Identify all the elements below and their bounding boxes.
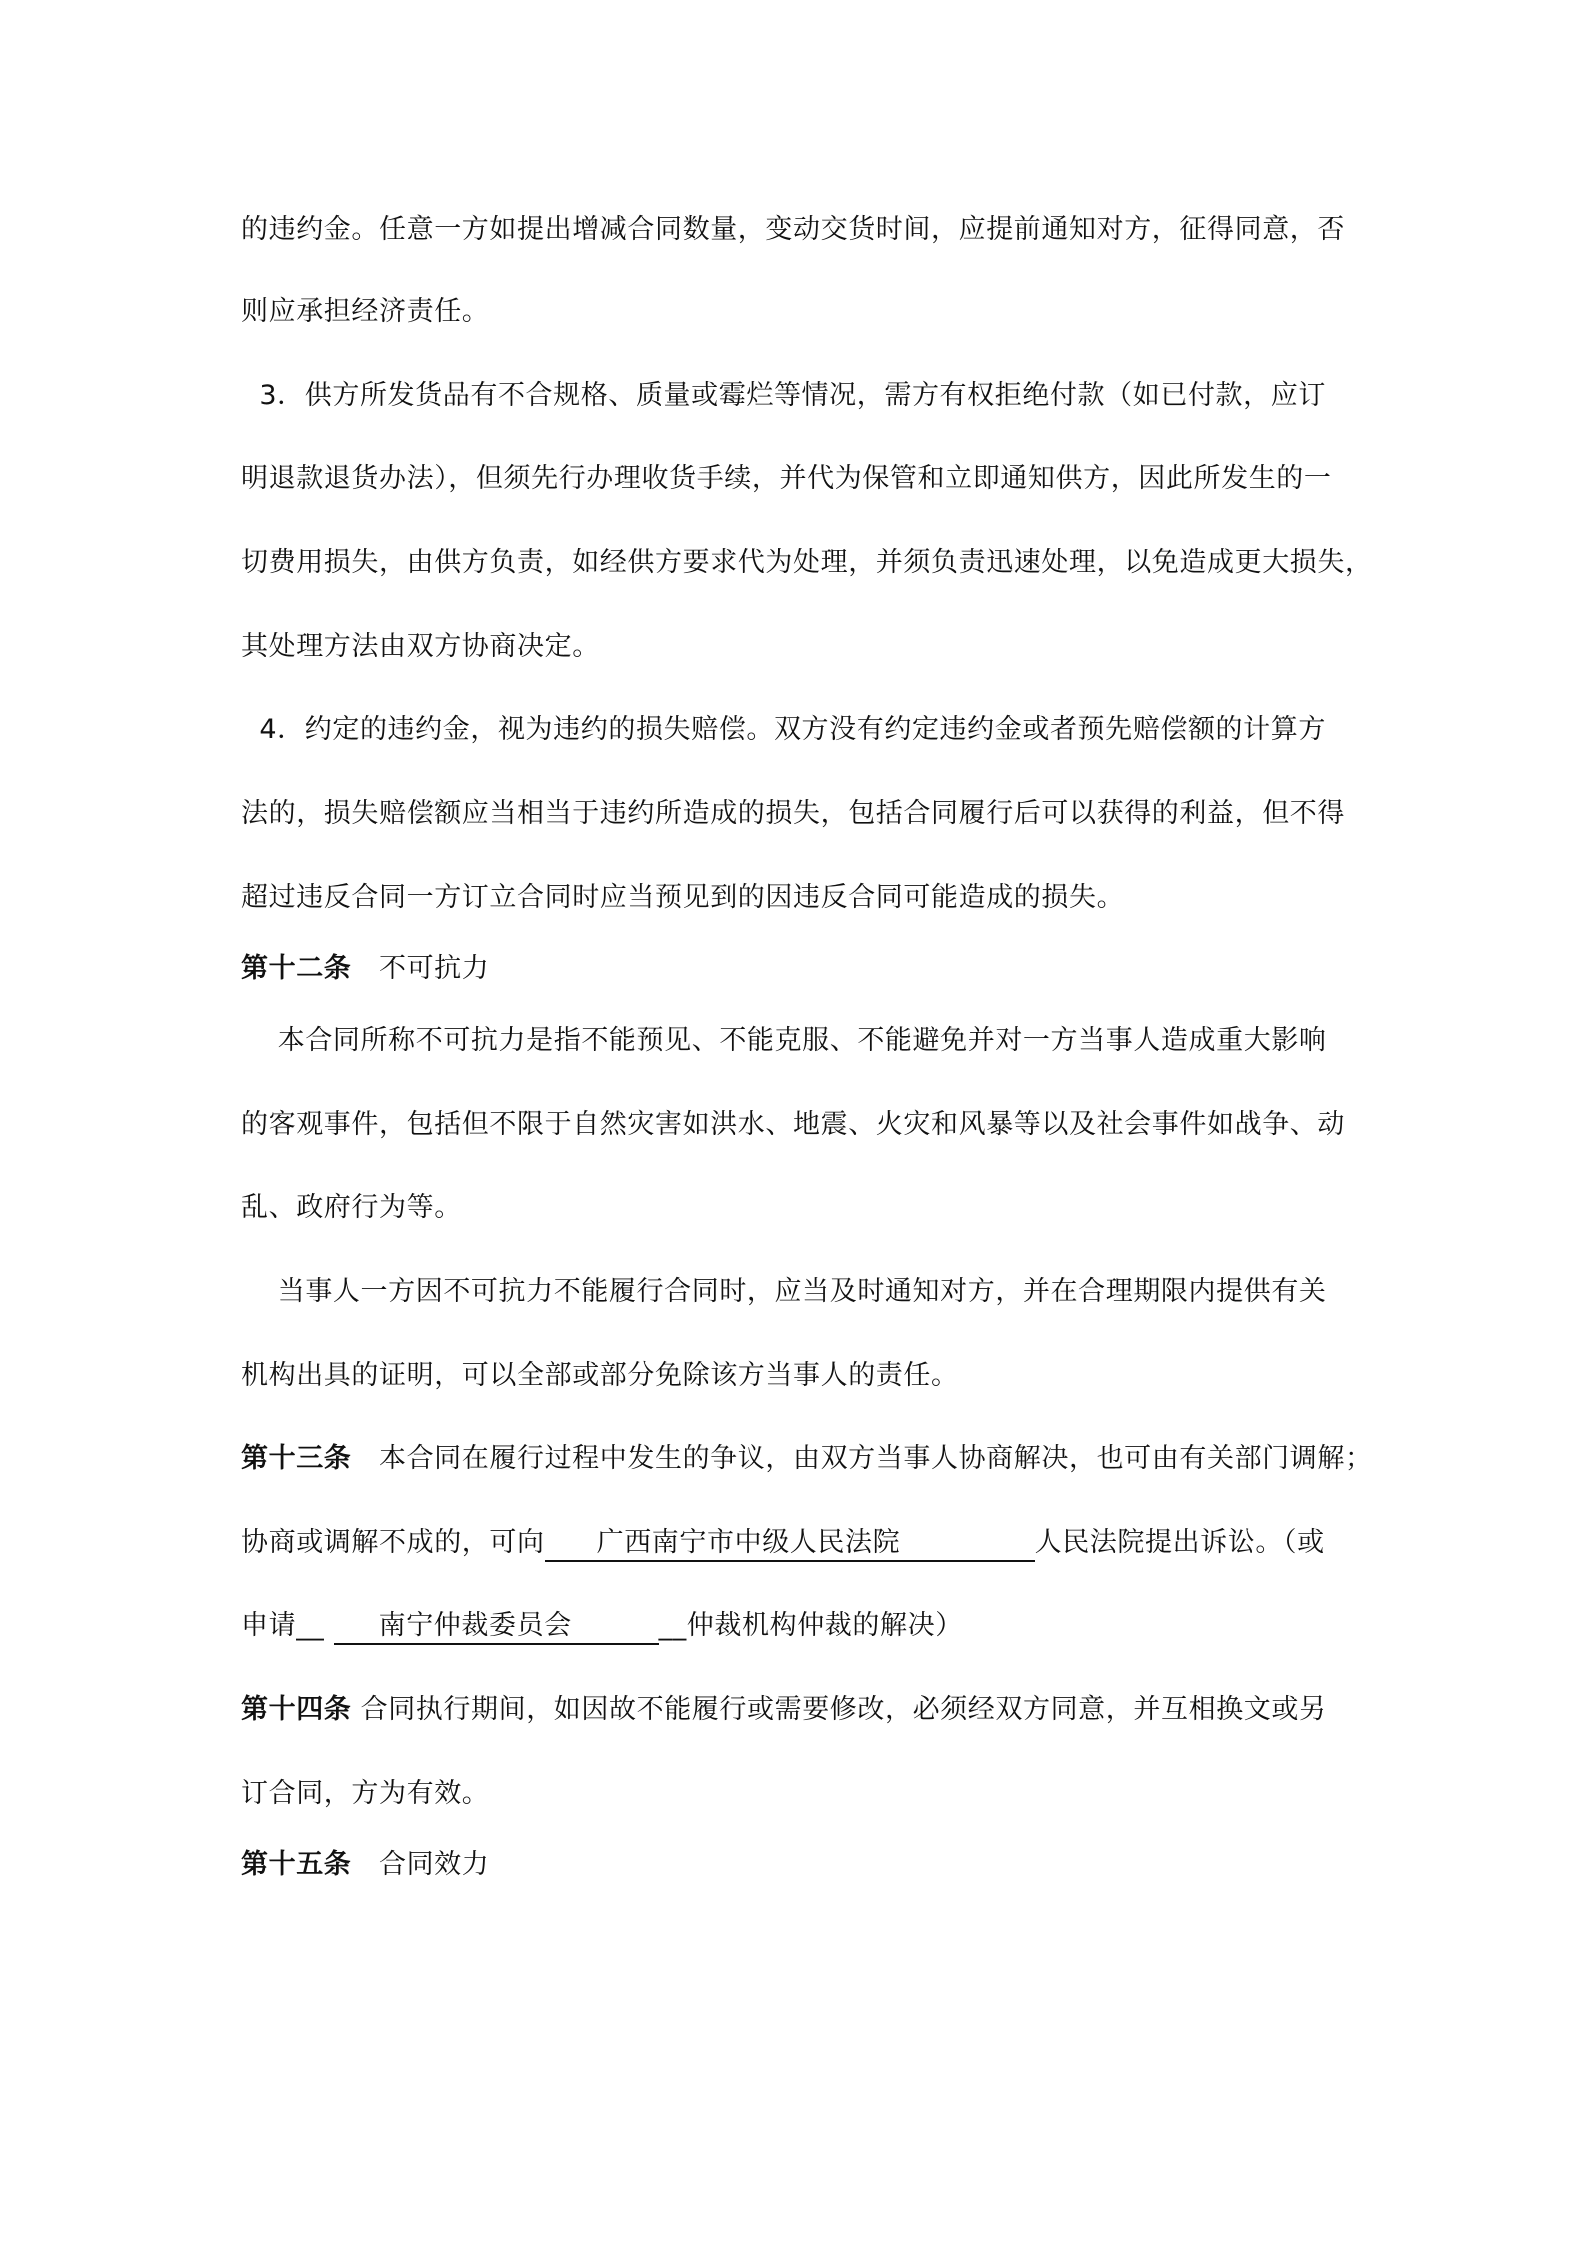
paragraph-line: 明退款退货办法），但须先行办理收货手续，并代为保管和立即通知供方，因此所发生的一	[241, 463, 1332, 494]
court-field: 广西南宁市中级人民法院	[545, 1529, 1035, 1562]
article-13-text: 本合同在履行过程中发生的争议，由双方当事人协商解决，也可由有关部门调解；	[378, 1443, 1373, 1474]
arbitration-line-suffix: __仲裁机构仲裁的解决）	[658, 1610, 963, 1641]
paragraph-line: 则应承担经济责任。	[241, 296, 490, 327]
paragraph-line: 的客观事件，包括但不限于自然灾害如洪水、地震、火灾和风暴等以及社会事件如战争、动	[241, 1109, 1345, 1140]
court-line-prefix: 协商或调解不成的，可向	[241, 1527, 545, 1558]
paragraph-line: 订合同，方为有效。	[241, 1778, 490, 1809]
paragraph-line: 本合同所称不可抗力是指不能预见、不能克服、不能避免并对一方当事人造成重大影响	[241, 1025, 1327, 1056]
court-line-suffix: 人民法院提出诉讼。（或	[1034, 1527, 1325, 1558]
paragraph-line: 当事人一方因不可抗力不能履行合同时，应当及时通知对方，并在合理期限内提供有关	[241, 1276, 1327, 1307]
article-13-line	[241, 1445, 1373, 1472]
clause-3-line: 3．供方所发货品有不合规格、质量或霉烂等情况，需方有权拒绝付款（如已付款，应订	[241, 380, 1326, 411]
arbitration-field: 南宁仲裁委员会	[334, 1612, 659, 1645]
paragraph-line: 的违约金。任意一方如提出增减合同数量，变动交货时间，应提前通知对方，征得同意，否	[241, 214, 1345, 245]
article-14-label: 第十四条	[241, 1694, 352, 1725]
paragraph-line: 其处理方法由双方协商决定。	[241, 631, 600, 662]
paragraph-line: 机构出具的证明，可以全部或部分免除该方当事人的责任。	[241, 1360, 959, 1391]
article-13-label: 第十三条	[241, 1443, 352, 1474]
paragraph-line: 法的，损失赔偿额应当相当于违约所造成的损失，包括合同履行后可以获得的利益，但不得	[241, 798, 1345, 829]
article-12-title: 不可抗力	[378, 953, 490, 984]
article-12-heading	[241, 955, 489, 982]
article-14-line	[241, 1696, 1327, 1723]
article-14-text: 合同执行期间，如因故不能履行或需要修改，必须经双方同意，并互相换文或另	[351, 1694, 1327, 1725]
paragraph-line: 切费用损失，由供方负责，如经供方要求代为处理，并须负责迅速处理，以免造成更大损失，	[241, 547, 1373, 578]
clause-4-line: 4．约定的违约金，视为违约的损失赔偿。双方没有约定违约金或者预先赔偿额的计算方	[241, 714, 1326, 745]
paragraph-line: 乱、政府行为等。	[241, 1192, 462, 1223]
article-15-label: 第十五条	[241, 1849, 352, 1880]
court-line	[241, 1529, 1325, 1562]
paragraph-line: 超过违反合同一方订立合同时应当预见到的因违反合同可能造成的损失。	[241, 882, 1125, 913]
article-12-label: 第十二条	[241, 953, 352, 984]
arbitration-line-prefix: 申请__	[241, 1610, 334, 1641]
article-15-heading	[241, 1851, 489, 1878]
article-15-title: 合同效力	[378, 1849, 490, 1880]
arbitration-line	[241, 1612, 963, 1645]
